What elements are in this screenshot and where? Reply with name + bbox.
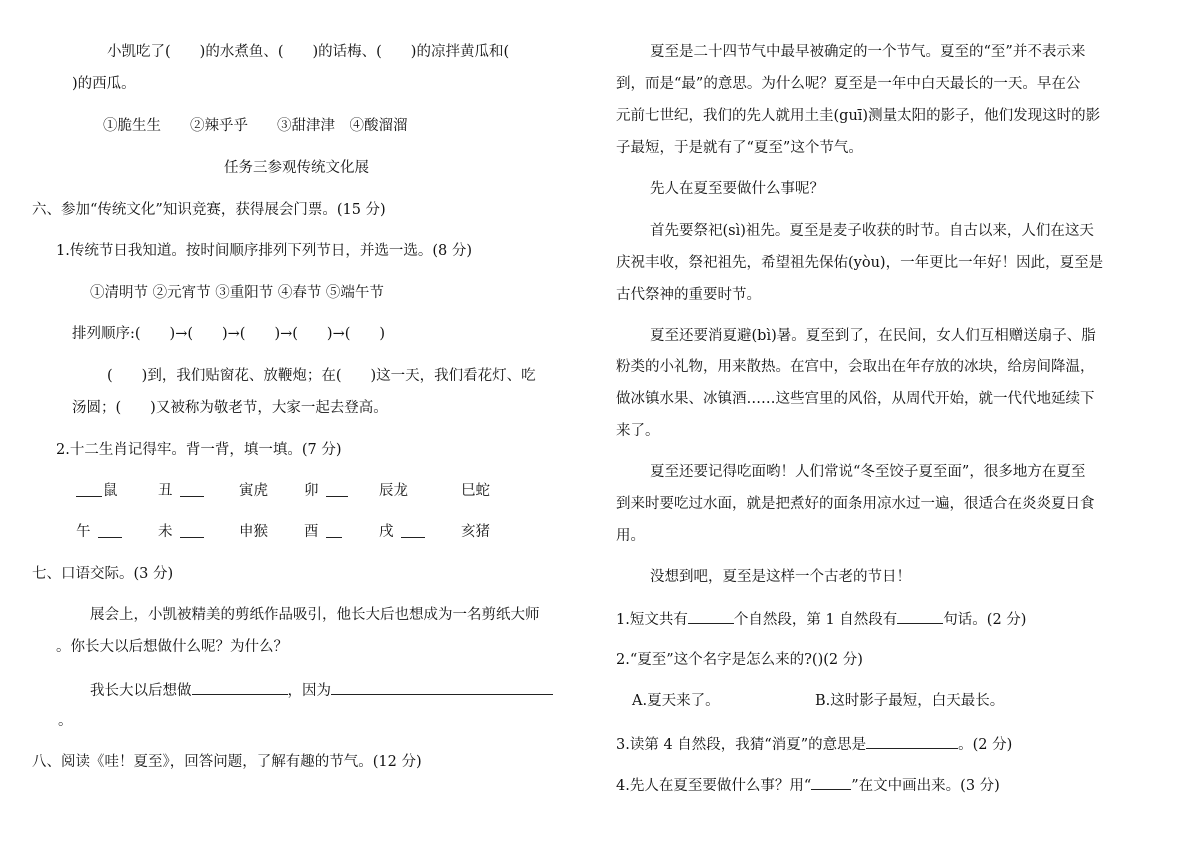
passage-p4-line2: 粉类的小礼物，用来散热。在宫中，会取出在年存放的冰块，给房间降温， <box>616 359 1095 375</box>
question-7-para-line2: 。你长大以后想做什么呢？为什么？ <box>56 639 288 655</box>
zodiac-row-1 <box>0 481 600 501</box>
q3-text-b: 。(2 分) <box>958 737 1013 753</box>
q1-text-a: 1.短文共有 <box>616 612 688 628</box>
zodiac-item: 鼠 <box>103 483 118 499</box>
zodiac-blank[interactable] <box>180 522 204 544</box>
passage-p3-line3: 古代祭神的重要时节。 <box>616 287 761 303</box>
zodiac-blank[interactable] <box>401 522 425 544</box>
fill-sentence-line1: 小凯吃了( )的水煮鱼、( )的话梅、( )的凉拌黄瓜和( <box>107 44 510 60</box>
zodiac-blank[interactable] <box>326 522 342 544</box>
career-blank[interactable] <box>192 679 288 695</box>
zodiac-blank[interactable] <box>98 522 122 544</box>
question-6-heading: 六、参加“传统文化”知识竞赛，获得展会门票。(15 分) <box>32 202 386 218</box>
passage-p3-line1: 首先要祭祀(sì)祖先。夏至是麦子收获的时节。自古以来，人们在这天 <box>650 223 1094 239</box>
zodiac-blank[interactable] <box>326 481 348 503</box>
question-7-answer-line <box>90 679 553 701</box>
passage-p1-line3: 元前七世纪，我们的先人就用土圭(guī)测量太阳的影子，他们发现这时的影 <box>616 108 1101 124</box>
zodiac-item: 申猴 <box>239 524 268 540</box>
meaning-blank[interactable] <box>866 733 958 749</box>
question-7-heading: 七、口语交际。(3 分) <box>32 566 174 582</box>
passage-p4-line4: 来了。 <box>616 423 660 439</box>
reason-blank[interactable] <box>331 679 553 695</box>
zodiac-item: 辰龙 <box>379 483 408 499</box>
q3-text-a: 3.读第 4 自然段，我猜“消夏”的意思是 <box>616 737 867 753</box>
question-6-2: 2.十二生肖记得牢。背一背，填一填。(7 分) <box>56 442 342 458</box>
passage-p4-line1: 夏至还要消夏避(bì)暑。夏至到了，在民间，女人们互相赠送扇子、脂 <box>650 328 1096 344</box>
paragraph-count-blank[interactable] <box>688 608 734 624</box>
zodiac-item: 亥猪 <box>461 524 490 540</box>
answer-because: ，因为 <box>287 683 331 699</box>
zodiac-blank[interactable] <box>76 481 102 503</box>
q4-text-a: 4.先人在夏至要做什么事？用“ <box>616 778 812 794</box>
passage-p5-line1: 夏至还要记得吃面哟！人们常说“冬至饺子夏至面”，很多地方在夏至 <box>650 464 1086 480</box>
zodiac-item: 未 <box>158 524 173 540</box>
answer-prefix: 我长大以后想做 <box>90 683 192 699</box>
underline-mark-blank[interactable] <box>811 774 851 790</box>
passage-p2: 先人在夏至要做什么事呢？ <box>650 181 824 197</box>
question-7-para-line1: 展会上，小凯被精美的剪纸作品吸引，他长大后也想成为一名剪纸大师 <box>90 607 540 623</box>
q1-text-b: 个自然段，第 1 自然段有 <box>733 612 898 628</box>
question-6-1: 1.传统节日我知道。按时间顺序排列下列节日，并选一选。(8 分) <box>56 243 472 259</box>
zodiac-item: 酉 <box>304 524 319 540</box>
zodiac-item: 巳蛇 <box>461 483 490 499</box>
q4-text-b: ”在文中画出来。(3 分) <box>851 778 1000 794</box>
passage-p1-line1: 夏至是二十四节气中最早被确定的一个节气。夏至的“至”并不表示来 <box>650 44 1086 60</box>
zodiac-row-2 <box>0 522 600 542</box>
task3-heading: 任务三参观传统文化展 <box>224 160 369 176</box>
zodiac-item: 卯 <box>304 483 319 499</box>
q1-text-c: 句话。(2 分) <box>943 612 1027 628</box>
reading-question-3 <box>616 733 1012 755</box>
zodiac-item: 戌 <box>379 524 394 540</box>
fill-sentence-line2: )的西瓜。 <box>72 76 136 92</box>
passage-p5-line3: 用。 <box>616 528 645 544</box>
passage-p6: 没想到吧，夏至是这样一个古老的节日！ <box>650 569 911 585</box>
question-8-heading: 八、阅读《哇！夏至》，回答问题，了解有趣的节气。(12 分) <box>32 754 422 770</box>
passage-p1-line2: 到，而是“最”的意思。为什么呢？夏至是一年中白天最长的一天。早在公 <box>616 76 1081 92</box>
festival-fill-line2: 汤圆；( )又被称为敬老节，大家一起去登高。 <box>72 400 388 416</box>
order-answer: 排列顺序:( )→( )→( )→( )→( ) <box>72 326 386 342</box>
passage-p3-line2: 庆祝丰收，祭祀祖先，希望祖先保佑(yòu)，一年更比一年好！因此，夏至是 <box>616 255 1104 271</box>
option-b[interactable]: B.这时影子最短，白天最长。 <box>815 693 1005 709</box>
reading-question-4 <box>616 774 1000 796</box>
answer-period: 。 <box>58 713 73 729</box>
passage-p5-line2: 到来时要吃过水面，就是把煮好的面条用凉水过一遍，很适合在炎炎夏日食 <box>616 496 1095 512</box>
word-options: ①脆生生 ②辣乎乎 ③甜津津 ④酸溜溜 <box>103 118 408 134</box>
reading-question-1 <box>616 608 1026 630</box>
passage-p4-line3: 做冰镇水果、冰镇酒……这些宫里的风俗，从周代开始，就一代代地延续下 <box>616 391 1095 407</box>
option-a[interactable]: A.夏天来了。 <box>632 693 720 709</box>
zodiac-item: 午 <box>76 524 91 540</box>
festival-list: ①清明节 ②元宵节 ③重阳节 ④春节 ⑤端午节 <box>90 285 384 301</box>
sentence-count-blank[interactable] <box>897 608 943 624</box>
zodiac-item: 丑 <box>158 483 173 499</box>
passage-p1-line4: 子最短，于是就有了“夏至”这个节气。 <box>616 140 863 156</box>
zodiac-blank[interactable] <box>180 481 204 503</box>
festival-fill-line1: ( )到，我们贴窗花、放鞭炮；在( )这一天，我们看花灯、吃 <box>107 368 536 384</box>
zodiac-item: 寅虎 <box>239 483 268 499</box>
reading-question-2: 2.“夏至”这个名字是怎么来的?()(2 分) <box>616 652 863 668</box>
